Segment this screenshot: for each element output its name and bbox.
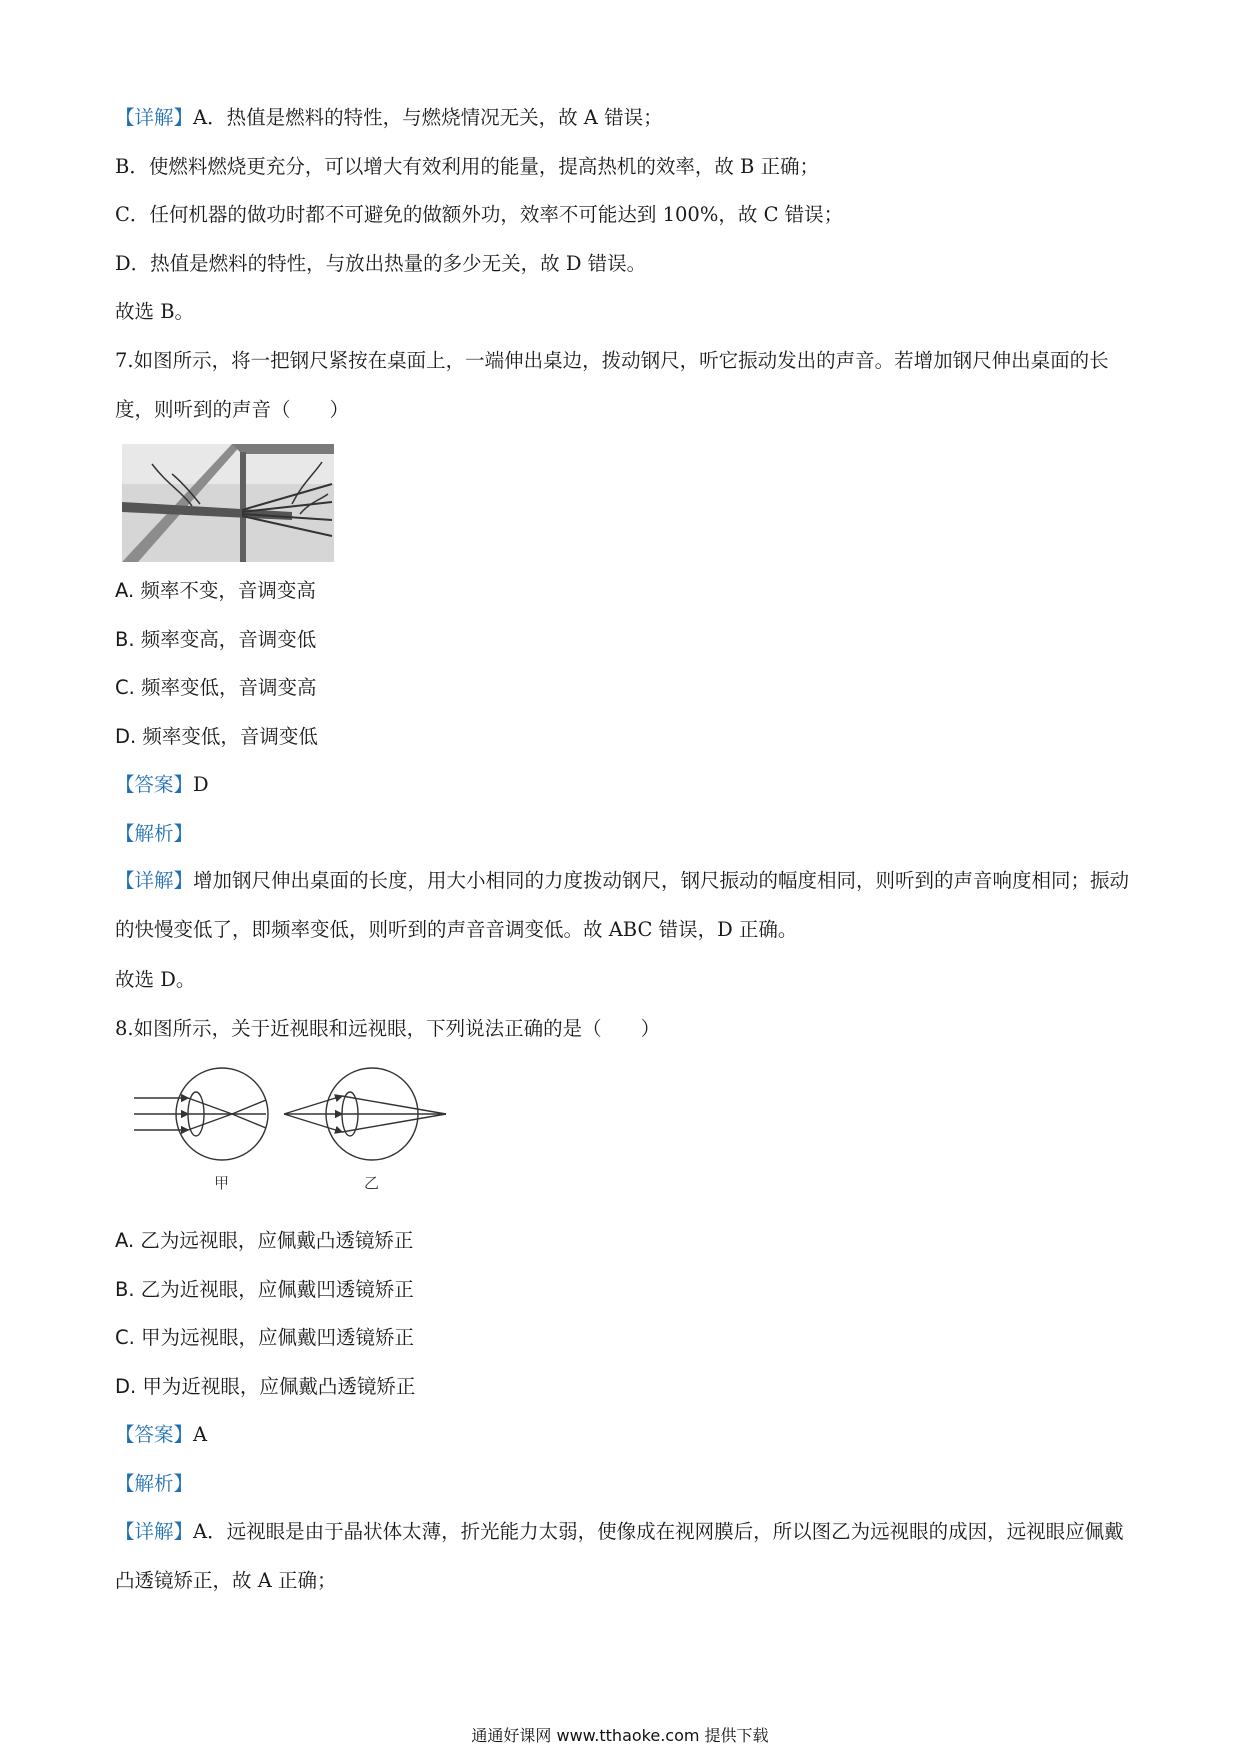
q7-detail: 【详解】增加钢尺伸出桌面的长度，用大小相同的力度拨动钢尺，钢尺振动的幅度相同，则听到的声音响度相同；振动的快慢变低了，即频率变低，则听到的声音音调变低。故 ABC 错误，D 正确。 (115, 869, 1130, 941)
q6-detail-b: B．使燃料燃烧更充分，可以增大有效利用的能量，提高热机的效率，故 B 正确； (115, 155, 820, 178)
steel-ruler-figure (122, 444, 334, 562)
q7-option-c: C. 频率变低，音调变高 (115, 676, 317, 699)
q8-option-d: D. 甲为近视眼，应佩戴凸透镜矫正 (115, 1375, 416, 1398)
detail-tag: 【详解】 (115, 106, 194, 129)
q7-option-a: A. 频率不变，音调变高 (115, 579, 316, 602)
q8-answer: 【答案】A (115, 1423, 208, 1446)
q8-option-b: B. 乙为近视眼，应佩戴凹透镜矫正 (115, 1278, 414, 1301)
q6-detail-a: 【详解】A．热值是燃料的特性，与燃烧情况无关，故 A 错误； (115, 106, 663, 129)
q7-stem: 7.如图所示，将一把钢尺紧按在桌面上，一端伸出桌边，拨动钢尺，听它振动发出的声音。若增加钢尺伸出桌面的长度，则听到的声音（ ） (115, 349, 1109, 421)
q7-option-d: D. 频率变低，音调变低 (115, 725, 318, 748)
q8-option-a: A. 乙为远视眼，应佩戴凸透镜矫正 (115, 1229, 414, 1252)
eye-diagram-figure (128, 1062, 458, 1194)
q7-analysis-tag: 【解析】 (115, 822, 194, 845)
q7-option-b: B. 频率变高，音调变低 (115, 628, 317, 651)
q8-analysis-tag: 【解析】 (115, 1472, 194, 1495)
label-yi: 乙 (364, 1174, 380, 1192)
q7-conclusion: 故选 D。 (115, 968, 196, 991)
q6-detail-c: C．任何机器的做功时都不可避免的做额外功，效率不可能达到 100%，故 C 错误； (115, 203, 844, 226)
label-jia: 甲 (214, 1174, 230, 1192)
page-footer: 通通好课网 www.tthaoke.com 提供下载 (471, 1726, 769, 1745)
q8-detail: 【详解】A．远视眼是由于晶状体太薄，折光能力太弱，使像成在视网膜后，所以图乙为远视眼的成因，远视眼应佩戴凸透镜矫正，故 A 正确； (115, 1520, 1124, 1592)
q6-conclusion: 故选 B。 (115, 300, 195, 323)
eye-jia (134, 1068, 268, 1160)
q8-stem: 8.如图所示，关于近视眼和远视眼，下列说法正确的是（ ） (115, 1017, 661, 1040)
q7-answer: 【答案】D (115, 773, 209, 796)
eye-yi (284, 1068, 446, 1160)
q6-detail-d: D．热值是燃料的特性，与放出热量的多少无关，故 D 错误。 (115, 252, 647, 275)
q8-option-c: C. 甲为远视眼，应佩戴凹透镜矫正 (115, 1326, 415, 1349)
